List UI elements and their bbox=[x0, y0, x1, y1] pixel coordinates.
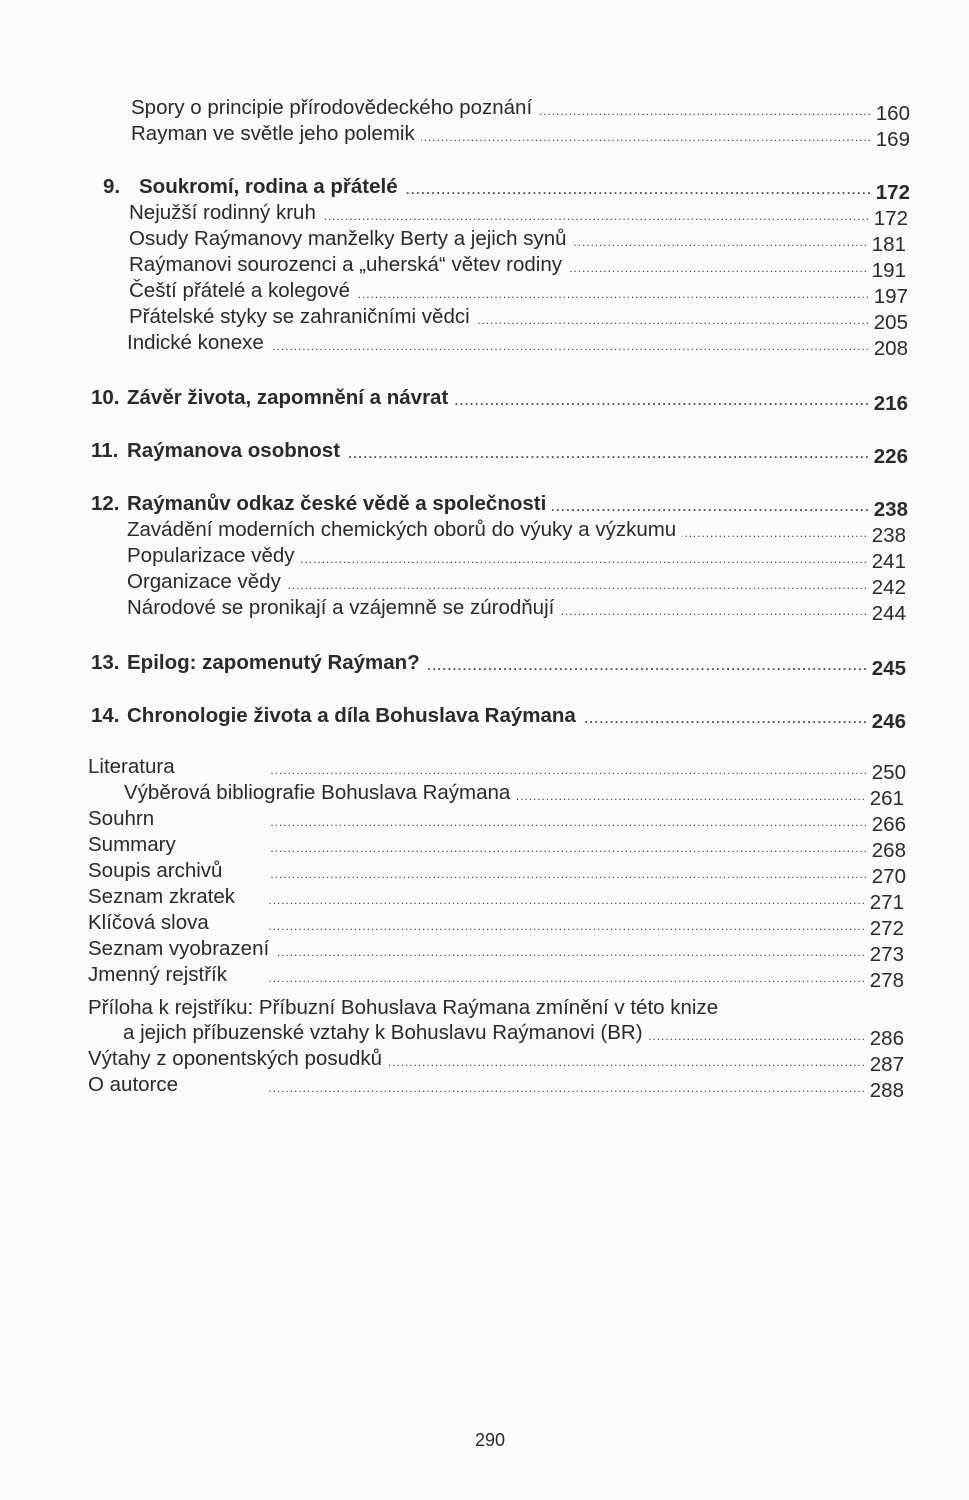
entry-title: O autorce bbox=[88, 1073, 179, 1096]
toc-entry[interactable] bbox=[127, 595, 906, 625]
entry-title: Popularizace vědy bbox=[127, 544, 295, 567]
leader-dots bbox=[404, 176, 870, 196]
leader-dots bbox=[322, 202, 868, 222]
entry-page-number: 197 bbox=[873, 285, 908, 308]
toc-entry[interactable] bbox=[88, 1072, 904, 1102]
entry-title: Raýmanovi sourozenci a „uherská“ větev rodiny bbox=[129, 253, 562, 276]
entry-page-number: 250 bbox=[871, 761, 906, 784]
leader-dots bbox=[228, 860, 865, 880]
entry-title: Klíčová slova bbox=[88, 911, 209, 934]
leader-dots bbox=[516, 782, 863, 802]
entry-page-number: 261 bbox=[869, 787, 904, 810]
leader-dots bbox=[568, 254, 866, 274]
priloha-first-line: Příloha k rejstříku: Příbuzní Bohuslava Raýmana zmínění v této knize bbox=[88, 996, 719, 1019]
toc-entry[interactable] bbox=[129, 200, 908, 230]
toc-entry[interactable]: 10. Závěr života, zapomnění a návrat . . . 216 bbox=[127, 385, 908, 411]
entry-title: a jejich příbuzenské vztahy k Bohuslavu Raýmanovi (BR) bbox=[123, 1021, 643, 1044]
entry-page-number: 169 bbox=[875, 128, 910, 151]
entry-page-number: 160 bbox=[875, 102, 910, 125]
entry-title: Indické konexe bbox=[127, 331, 264, 354]
entry-title: Spory o principie přírodovědeckého poznání bbox=[131, 96, 533, 119]
entry-title: Soukromí, rodina a přátelé bbox=[139, 175, 398, 198]
leader-dots bbox=[270, 332, 868, 352]
leader-dots bbox=[241, 886, 864, 906]
leader-dots bbox=[454, 387, 868, 407]
leader-dots bbox=[160, 808, 866, 828]
entry-page-number: 238 bbox=[873, 498, 908, 521]
entry-page-number: 273 bbox=[869, 943, 904, 966]
toc-entry[interactable] bbox=[127, 517, 906, 547]
entry-title: Zavádění moderních chemických oborů do výuky a výzkumu bbox=[127, 518, 677, 541]
toc-entry[interactable]: 9. Soukromí, rodina a přátelé . . . 172 bbox=[139, 174, 910, 200]
leader-dots bbox=[356, 280, 868, 300]
toc-entry[interactable] bbox=[129, 278, 908, 308]
entry-title: Organizace vědy bbox=[127, 570, 281, 593]
entry-title: Přátelské styky se zahraničními vědci bbox=[129, 305, 470, 328]
entry-title: Rayman ve světle jeho polemik bbox=[131, 122, 415, 145]
entry-page-number: 278 bbox=[869, 969, 904, 992]
page-number: 290 bbox=[474, 1430, 506, 1450]
toc-entry[interactable] bbox=[88, 962, 904, 992]
leader-dots bbox=[215, 912, 864, 932]
entry-title: Soupis archivů bbox=[88, 859, 223, 882]
toc-entry[interactable] bbox=[88, 1046, 904, 1076]
leader-dots bbox=[582, 705, 866, 725]
leader-dots bbox=[287, 571, 866, 591]
entry-page-number: 216 bbox=[873, 392, 908, 415]
entry-page-number: 241 bbox=[871, 550, 906, 573]
leader-dots bbox=[184, 1074, 864, 1094]
toc-entry[interactable] bbox=[127, 569, 906, 599]
toc-entry[interactable] bbox=[123, 1020, 904, 1050]
entry-page-number: 245 bbox=[871, 657, 906, 680]
leader-dots bbox=[181, 756, 866, 776]
toc-entry[interactable] bbox=[88, 858, 906, 888]
leader-dots bbox=[649, 1022, 864, 1042]
leader-dots bbox=[573, 228, 866, 248]
leader-dots bbox=[552, 493, 867, 513]
entry-title: Závěr života, zapomnění a návrat bbox=[127, 386, 449, 409]
toc-entry[interactable]: 12. Raýmanův odkaz české vědě a společnosti . . . 238 bbox=[127, 491, 908, 517]
entry-page-number: 242 bbox=[871, 576, 906, 599]
leader-dots bbox=[301, 545, 866, 565]
toc-entry[interactable] bbox=[88, 884, 904, 914]
toc-entry[interactable] bbox=[124, 780, 904, 810]
toc-entry[interactable] bbox=[127, 330, 908, 360]
leader-dots bbox=[346, 440, 868, 460]
leader-dots bbox=[560, 597, 865, 617]
entry-page-number: 244 bbox=[871, 602, 906, 625]
entry-title: Literatura bbox=[88, 755, 175, 778]
toc-entry[interactable] bbox=[127, 543, 906, 573]
entry-page-number: 172 bbox=[875, 181, 910, 204]
entry-title: Čeští přátelé a kolegové bbox=[129, 279, 351, 302]
toc-entry[interactable] bbox=[129, 252, 906, 282]
entry-title: Raýmanův odkaz české vědě a společnosti bbox=[127, 492, 547, 515]
toc-entry[interactable]: 13. Epilog: zapomenutý Raýman? . . . 245 bbox=[127, 650, 906, 676]
toc-entry[interactable] bbox=[131, 121, 910, 151]
entry-title: Seznam vyobrazení bbox=[88, 937, 270, 960]
leader-dots bbox=[426, 652, 866, 672]
toc-entry[interactable] bbox=[88, 754, 906, 784]
toc-entry[interactable] bbox=[88, 910, 904, 940]
entry-page-number: 288 bbox=[869, 1079, 904, 1102]
entry-title: Chronologie života a díla Bohuslava Raýmana bbox=[127, 704, 576, 727]
entry-page-number: 208 bbox=[873, 337, 908, 360]
entry-page-number: 266 bbox=[871, 813, 906, 836]
entry-title: Epilog: zapomenutý Raýman? bbox=[127, 651, 420, 674]
entry-title: Nejužší rodinný kruh bbox=[129, 201, 316, 224]
entry-title: Raýmanova osobnost bbox=[127, 439, 341, 462]
entry-title: Summary bbox=[88, 833, 176, 856]
leader-dots bbox=[538, 97, 870, 117]
entry-page-number: 205 bbox=[873, 311, 908, 334]
toc-entry[interactable] bbox=[129, 304, 908, 334]
entry-page-number: 226 bbox=[873, 445, 908, 468]
entry-title: Výtahy z oponentských posudků bbox=[88, 1047, 383, 1070]
entry-title: Národové se pronikají a vzájemně se zúrodňují bbox=[127, 596, 555, 619]
toc-entry[interactable]: 11. Raýmanova osobnost . . . 226 bbox=[127, 438, 908, 464]
entry-page-number: 272 bbox=[869, 917, 904, 940]
entry-page-number: 271 bbox=[869, 891, 904, 914]
entry-title: Výběrová bibliografie Bohuslava Raýmana bbox=[124, 781, 511, 804]
entry-title: Souhrn bbox=[88, 807, 155, 830]
entry-page-number: 172 bbox=[873, 207, 908, 230]
entry-page-number: 268 bbox=[871, 839, 906, 862]
toc-entry[interactable] bbox=[129, 226, 906, 256]
leader-dots bbox=[476, 306, 868, 326]
leader-dots bbox=[275, 938, 864, 958]
leader-dots bbox=[388, 1048, 864, 1068]
entry-title: Osudy Raýmanovy manželky Berty a jejich synů bbox=[129, 227, 567, 250]
entry-page-number: 191 bbox=[871, 259, 906, 282]
toc-entry[interactable] bbox=[88, 832, 906, 862]
leader-dots bbox=[421, 123, 870, 143]
entry-page-number: 287 bbox=[869, 1053, 904, 1076]
leader-dots bbox=[233, 964, 864, 984]
entry-page-number: 246 bbox=[871, 710, 906, 733]
entry-page-number: 270 bbox=[871, 865, 906, 888]
toc-entry[interactable] bbox=[88, 806, 906, 836]
entry-page-number: 181 bbox=[871, 233, 906, 256]
toc-entry[interactable] bbox=[88, 936, 904, 966]
toc-entry[interactable]: 14. Chronologie života a díla Bohuslava Raýmana . . . 246 bbox=[127, 703, 906, 729]
entry-page-number: 286 bbox=[869, 1027, 904, 1050]
leader-dots bbox=[682, 519, 866, 539]
entry-title: Seznam zkratek bbox=[88, 885, 235, 908]
entry-page-number: 238 bbox=[871, 524, 906, 547]
leader-dots bbox=[182, 834, 866, 854]
entry-title: Jmenný rejstřík bbox=[88, 963, 227, 986]
toc-entry[interactable] bbox=[131, 95, 910, 125]
